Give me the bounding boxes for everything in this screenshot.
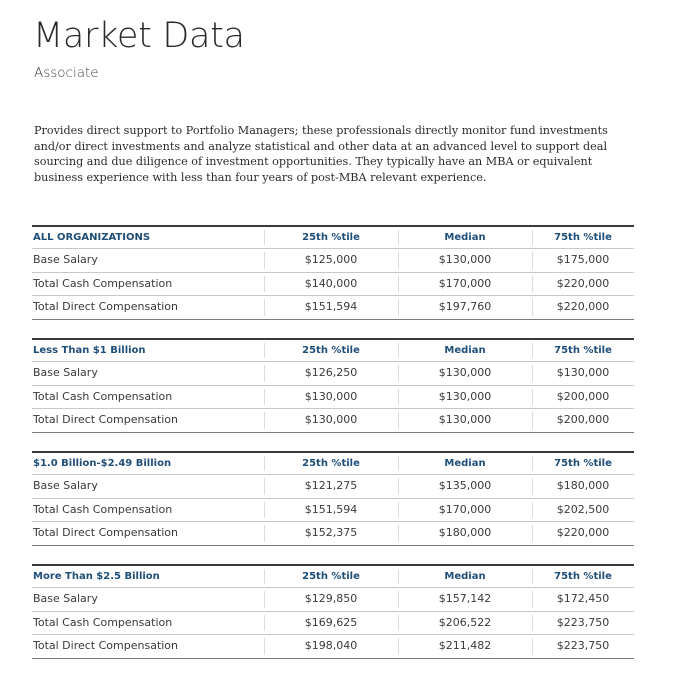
row-label: Base Salary [33, 366, 98, 379]
table-cell-value: $175,000 [556, 253, 610, 266]
table-row [32, 249, 634, 273]
row-label: Total Cash Compensation [33, 276, 173, 290]
table-cell-value: $202,500 [556, 502, 610, 516]
table-row [32, 362, 634, 386]
table-cell-value: $211,482 [438, 639, 492, 652]
compensation-table [32, 451, 634, 546]
table-header-row [32, 227, 634, 249]
table-cell-value: $126,250 [304, 366, 358, 379]
table-cell-value: $157,142 [438, 592, 492, 605]
table-row [32, 612, 634, 636]
table-cell-value: $130,000 [438, 389, 492, 403]
compensation-table [32, 225, 634, 320]
page-subtitle: Associate [34, 65, 99, 81]
column-header: Median [444, 232, 486, 243]
table-cell-value: $130,000 [556, 366, 610, 379]
role-description: Provides direct support to Portfolio Managers; these professionals directly monitor fund investments and/or direct investments and analyze statistical and other data at an advanced level to support deal sourcing and due diligence of investment opportunities. They typically have an MBA or equivalent business experience with less than four years of post-MBA relevant experience. [34, 124, 608, 184]
table-row [32, 273, 634, 297]
table-cell-value: $169,625 [304, 615, 358, 629]
column-header: Median [444, 571, 486, 582]
table-row [32, 522, 634, 546]
table-cell-value: $130,000 [438, 413, 492, 426]
column-header: 75th %tile [554, 571, 612, 582]
table-header-row [32, 566, 634, 588]
column-header: Median [444, 458, 486, 469]
table-cell-value: $197,760 [438, 300, 492, 313]
group-label: Less Than $1 Billion [33, 345, 146, 356]
table-cell-value: $170,000 [438, 276, 492, 290]
table-cell-value: $152,375 [304, 526, 358, 539]
table-cell-value: $129,850 [304, 592, 358, 605]
table-cell-value: $198,040 [304, 639, 358, 652]
row-label: Base Salary [33, 592, 98, 605]
table-cell-value: $200,000 [556, 413, 610, 426]
column-header: 75th %tile [554, 458, 612, 469]
column-header: 75th %tile [554, 345, 612, 356]
table-cell-value: $151,594 [304, 300, 358, 313]
table-cell-value: $200,000 [556, 389, 610, 403]
row-label: Total Cash Compensation [33, 389, 173, 403]
row-label: Total Cash Compensation [33, 615, 173, 629]
table-row [32, 588, 634, 612]
table-row [32, 409, 634, 433]
column-header: 25th %tile [302, 232, 360, 243]
table-row [32, 499, 634, 523]
table-cell-value: $140,000 [304, 276, 358, 290]
table-cell-value: $220,000 [556, 526, 610, 539]
group-label: ALL ORGANIZATIONS [33, 232, 151, 243]
table-header-row [32, 453, 634, 475]
row-label: Total Direct Compensation [33, 526, 179, 539]
column-header: 75th %tile [554, 232, 612, 243]
table-cell-value: $206,522 [438, 615, 492, 629]
column-header: 25th %tile [302, 571, 360, 582]
table-cell-value: $223,750 [556, 615, 610, 629]
table-row [32, 635, 634, 659]
row-label: Total Direct Compensation [33, 639, 179, 652]
table-row [32, 296, 634, 320]
table-cell-value: $220,000 [556, 300, 610, 313]
page-title: Market Data [33, 16, 245, 56]
row-label: Base Salary [33, 253, 98, 266]
table-cell-value: $180,000 [556, 479, 610, 492]
table-cell-value: $130,000 [304, 413, 358, 426]
table-header-row [32, 340, 634, 362]
column-header: Median [444, 345, 486, 356]
table-cell-value: $170,000 [438, 502, 492, 516]
table-row [32, 386, 634, 410]
column-header: 25th %tile [302, 345, 360, 356]
column-header: 25th %tile [302, 458, 360, 469]
row-label: Total Direct Compensation [33, 413, 179, 426]
table-cell-value: $130,000 [438, 366, 492, 379]
group-label: More Than $2.5 Billion [33, 571, 160, 582]
table-cell-value: $121,275 [304, 479, 358, 492]
table-cell-value: $135,000 [438, 479, 492, 492]
row-label: Total Direct Compensation [33, 300, 179, 313]
table-cell-value: $223,750 [556, 639, 610, 652]
table-cell-value: $130,000 [438, 253, 492, 266]
table-cell-value: $125,000 [304, 253, 358, 266]
group-label: $1.0 Billion-$2.49 Billion [33, 458, 172, 469]
table-cell-value: $130,000 [304, 389, 358, 403]
row-label: Total Cash Compensation [33, 502, 173, 516]
table-cell-value: $220,000 [556, 276, 610, 290]
table-cell-value: $172,450 [556, 592, 610, 605]
compensation-table [32, 564, 634, 659]
table-cell-value: $151,594 [304, 502, 358, 516]
table-row [32, 475, 634, 499]
compensation-table [32, 338, 634, 433]
row-label: Base Salary [33, 479, 98, 492]
table-cell-value: $180,000 [438, 526, 492, 539]
